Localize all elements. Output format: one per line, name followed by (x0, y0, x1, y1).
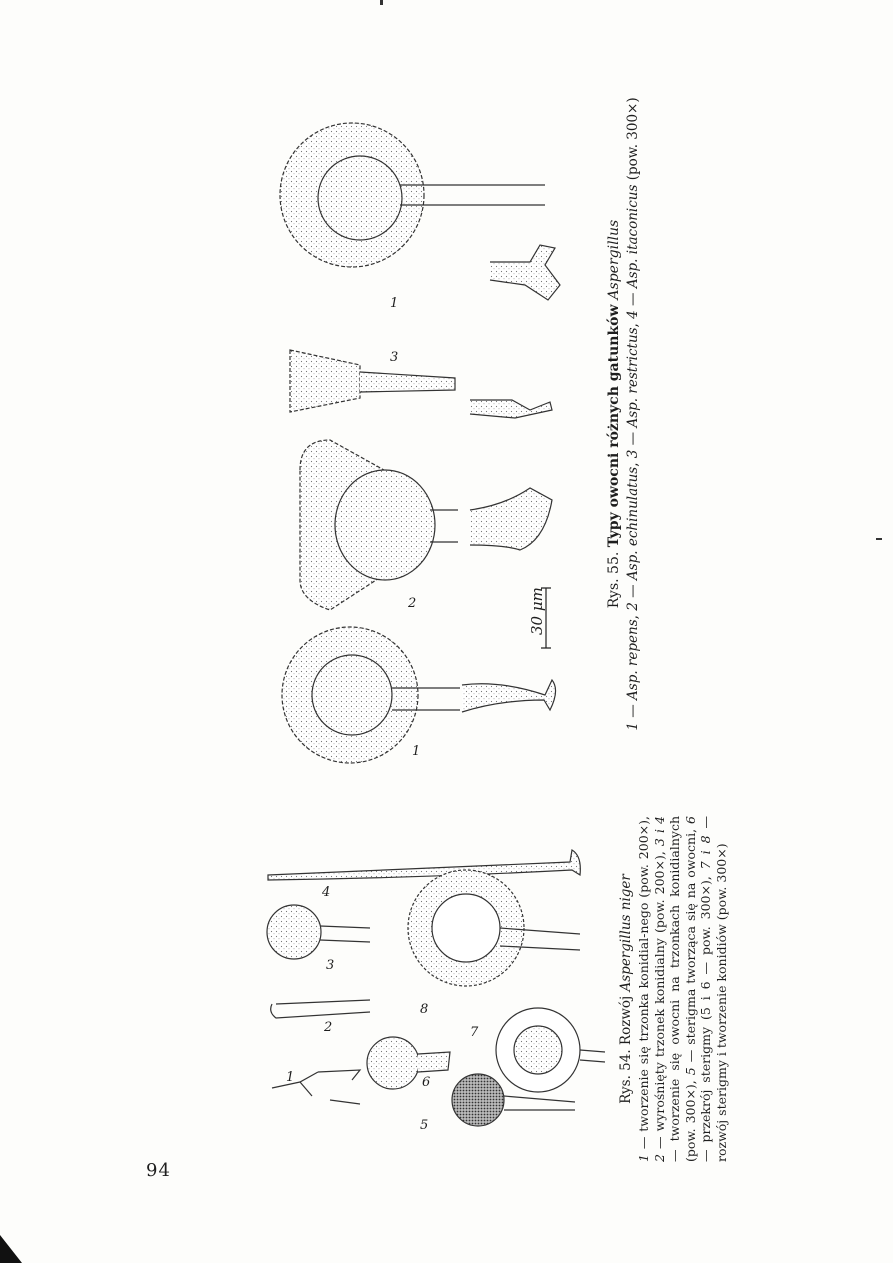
caption-magnification: (pow. 300×) (624, 97, 641, 181)
figure-55-label-4: 1 (390, 296, 399, 311)
top-mark (380, 0, 383, 5)
caption-item-number: 3 i 4 (651, 815, 667, 847)
figure-55-label-2: 2 (408, 596, 417, 611)
caption-item-number: 4 (624, 310, 641, 319)
figure-55-body: 1 — Asp. repens, 2 — Asp. echinulatus, 3 — Asp. restrictus, 4 — Asp. itaconicus (pow. 300×) (624, 97, 641, 731)
figure-55-title-species: Aspergillus (606, 219, 622, 300)
figure-54-label-6: 6 (422, 1075, 431, 1090)
vesicle (267, 905, 321, 959)
caption-item-text: — tworzenie się trzonka konidial-nego (pow. 200×), (635, 816, 651, 1155)
radiating-head (496, 1008, 605, 1092)
caption-item-text: — przekrój sterigmy (5 i 6 — pow. 300×), (698, 869, 714, 1162)
figure-54-label-1: 1 (286, 1070, 295, 1085)
figure-54-label-3: 3 (326, 958, 335, 973)
dense-head (452, 1074, 504, 1126)
caption-item-species: Asp. echinulatus (624, 466, 641, 581)
sterigma-section (367, 1037, 419, 1089)
figure-54-label-2: 2 (324, 1020, 333, 1035)
caption-item-number: 1 (635, 1154, 651, 1162)
caption-item-text: — tworzenie się owocni na trzonkach konidialnych (pow. 300×), (667, 816, 698, 1162)
caption-item-number: 6 (682, 816, 698, 824)
caption-item-number: 5 (682, 1067, 698, 1076)
caption-item-species: Asp. restrictus (624, 327, 641, 428)
conidial-head-echinulatus (300, 440, 552, 610)
figure-54-title-species: Aspergillus niger (618, 874, 634, 992)
caption-item-species: Asp. repens (624, 619, 641, 700)
caption-item-number: 2 (624, 602, 641, 611)
caption-item-species: Asp. itaconicus (624, 184, 641, 289)
page-number: 94 (146, 1160, 171, 1181)
margin-mark (876, 538, 882, 540)
caption-item-text: — wyrośnięty trzonek konidialny (pow. 200×), (651, 846, 667, 1155)
caption-item-number: 3 (624, 449, 641, 459)
caption-item-number: 1 (624, 722, 641, 731)
scale-bar-label: 30 μm (528, 587, 546, 635)
figure-55-title-prefix: Rys. 55. (606, 547, 622, 609)
caption-item-number: 2 (651, 1154, 667, 1162)
figure-54-title-prefix: Rys. 54. Rozwój (618, 991, 634, 1104)
figure-54-label-4: 4 (322, 885, 331, 900)
figure-54-drawing (267, 850, 605, 1126)
figure-55-label-1: 1 (412, 744, 421, 759)
figure-54-label-5: 5 (420, 1118, 429, 1133)
figure-54-label-7: 7 (470, 1025, 479, 1040)
conidial-head-large (408, 870, 580, 986)
caption-item-number: 7 i 8 (698, 835, 714, 870)
caption-item-text: — sterigma tworząca się na owocni, (682, 823, 698, 1068)
long-hypha (268, 850, 580, 880)
figure-55-drawing (280, 123, 560, 763)
figure-55-label-3: 3 (390, 350, 399, 365)
conidial-head-restrictus (290, 350, 552, 418)
conidial-head-itaconicus (280, 123, 560, 300)
caption-item-text: — rozwój sterigmy i tworzenie konidiów (pow. 300×) (698, 816, 729, 1162)
conidial-head-repens (282, 627, 556, 763)
figure-55-title-bold: Typy owocni różnych gatunków (606, 299, 622, 548)
figure-54-label-8: 8 (420, 1002, 429, 1017)
corner-mark (0, 1235, 22, 1263)
